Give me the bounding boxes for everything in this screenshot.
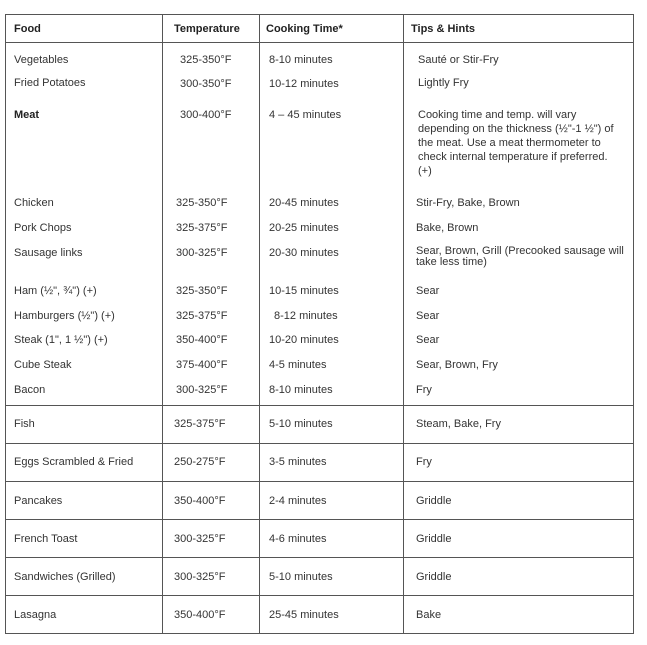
- cell-tips: Sear, Brown, Fry: [416, 359, 498, 371]
- cell-temperature: 325-350°F: [176, 285, 228, 297]
- cell-tips: Griddle: [416, 533, 452, 545]
- cell-cooking-time: 4-6 minutes: [269, 533, 327, 545]
- cell-temperature: 300-325°F: [174, 533, 226, 545]
- cell-cooking-time: 5-10 minutes: [269, 418, 333, 430]
- cell-tips: Sauté or Stir-Fry: [418, 54, 499, 66]
- cell-food: French Toast: [14, 533, 78, 545]
- cell-food: Sandwiches (Grilled): [14, 571, 116, 583]
- cell-food: Lasagna: [14, 609, 57, 621]
- cell-food: Fish: [14, 418, 35, 430]
- header-cooking-time: Cooking Time*: [266, 23, 343, 35]
- cell-cooking-time: 20-45 minutes: [269, 197, 339, 209]
- cell-temperature: 350-400°F: [174, 609, 226, 621]
- cell-tips: Sear: [416, 334, 440, 346]
- cell-temperature: 250-275°F: [174, 456, 226, 468]
- cell-temperature: 350-400°F: [176, 334, 228, 346]
- row-divider: [6, 42, 633, 43]
- cell-tips: Lightly Fry: [418, 77, 469, 89]
- cell-cooking-time: 8-10 minutes: [269, 384, 333, 396]
- cell-cooking-time: 5-10 minutes: [269, 571, 333, 583]
- row-divider: [6, 481, 633, 482]
- cell-temperature: 300-400°F: [180, 109, 232, 121]
- cell-cooking-time: 4 – 45 minutes: [269, 109, 342, 121]
- row-divider: [6, 405, 633, 406]
- cell-tips: Fry: [416, 384, 432, 396]
- row-divider: [6, 595, 633, 596]
- cell-tips: Cooking time and temp. will vary depending on the thickness (½"-1 ½") of the meat. Use a meat thermometer to check internal temperature if preferred. (+): [418, 109, 614, 177]
- column-divider: [403, 15, 404, 633]
- cell-food: Cube Steak: [14, 359, 72, 371]
- header-food: Food: [14, 23, 41, 35]
- cell-temperature: 300-325°F: [176, 247, 228, 259]
- cell-cooking-time: 20-30 minutes: [269, 247, 339, 259]
- cell-tips: Griddle: [416, 571, 452, 583]
- cell-temperature: 300-325°F: [176, 384, 228, 396]
- cell-cooking-time: 8-12 minutes: [274, 310, 338, 322]
- cell-cooking-time: 8-10 minutes: [269, 54, 333, 66]
- cell-temperature: 300-350°F: [180, 78, 232, 90]
- cell-temperature: 325-350°F: [180, 54, 232, 66]
- cell-food: Eggs Scrambled & Fried: [14, 456, 134, 468]
- cooking-chart-table: [5, 14, 634, 634]
- cell-cooking-time: 25-45 minutes: [269, 609, 339, 621]
- cell-cooking-time: 4-5 minutes: [269, 359, 327, 371]
- header-tips: Tips & Hints: [411, 23, 475, 35]
- cell-tips: Griddle: [416, 495, 452, 507]
- cell-cooking-time: 3-5 minutes: [269, 456, 327, 468]
- cell-temperature: 325-375°F: [176, 222, 228, 234]
- cell-temperature: 325-375°F: [176, 310, 228, 322]
- cell-temperature: 325-375°F: [174, 418, 226, 430]
- cell-temperature: 350-400°F: [174, 495, 226, 507]
- cell-tips: Sear, Brown, Grill (Precooked sausage will take less time): [416, 245, 624, 268]
- cell-temperature: 375-400°F: [176, 359, 228, 371]
- cell-tips: Steam, Bake, Fry: [416, 418, 501, 430]
- cell-food: Pork Chops: [14, 222, 72, 234]
- cell-food: Hamburgers (½") (+): [14, 310, 115, 322]
- cell-cooking-time: 2-4 minutes: [269, 495, 327, 507]
- row-divider: [6, 443, 633, 444]
- cell-tips: Sear: [416, 285, 440, 297]
- row-divider: [6, 519, 633, 520]
- cell-tips: Fry: [416, 456, 432, 468]
- cell-food: Fried Potatoes: [14, 77, 86, 89]
- cell-tips: Stir-Fry, Bake, Brown: [416, 197, 520, 209]
- row-divider: [6, 557, 633, 558]
- cell-food: Chicken: [14, 197, 54, 209]
- cell-cooking-time: 20-25 minutes: [269, 222, 339, 234]
- cell-temperature: 300-325°F: [174, 571, 226, 583]
- cell-tips: Bake: [416, 609, 442, 621]
- cell-food: Pancakes: [14, 495, 63, 507]
- cell-cooking-time: 10-12 minutes: [269, 78, 339, 90]
- cell-tips: Sear: [416, 310, 440, 322]
- cell-food: Meat: [14, 109, 40, 121]
- cell-food: Bacon: [14, 384, 46, 396]
- cell-cooking-time: 10-20 minutes: [269, 334, 339, 346]
- cell-temperature: 325-350°F: [176, 197, 228, 209]
- cell-cooking-time: 10-15 minutes: [269, 285, 339, 297]
- cell-food: Ham (½", ¾") (+): [14, 285, 97, 297]
- cell-food: Vegetables: [14, 54, 69, 66]
- column-divider: [259, 15, 260, 633]
- cell-tips: Bake, Brown: [416, 222, 479, 234]
- cell-food: Sausage links: [14, 247, 83, 259]
- header-temperature: Temperature: [174, 23, 240, 35]
- column-divider: [162, 15, 163, 633]
- cell-food: Steak (1", 1 ½") (+): [14, 334, 108, 346]
